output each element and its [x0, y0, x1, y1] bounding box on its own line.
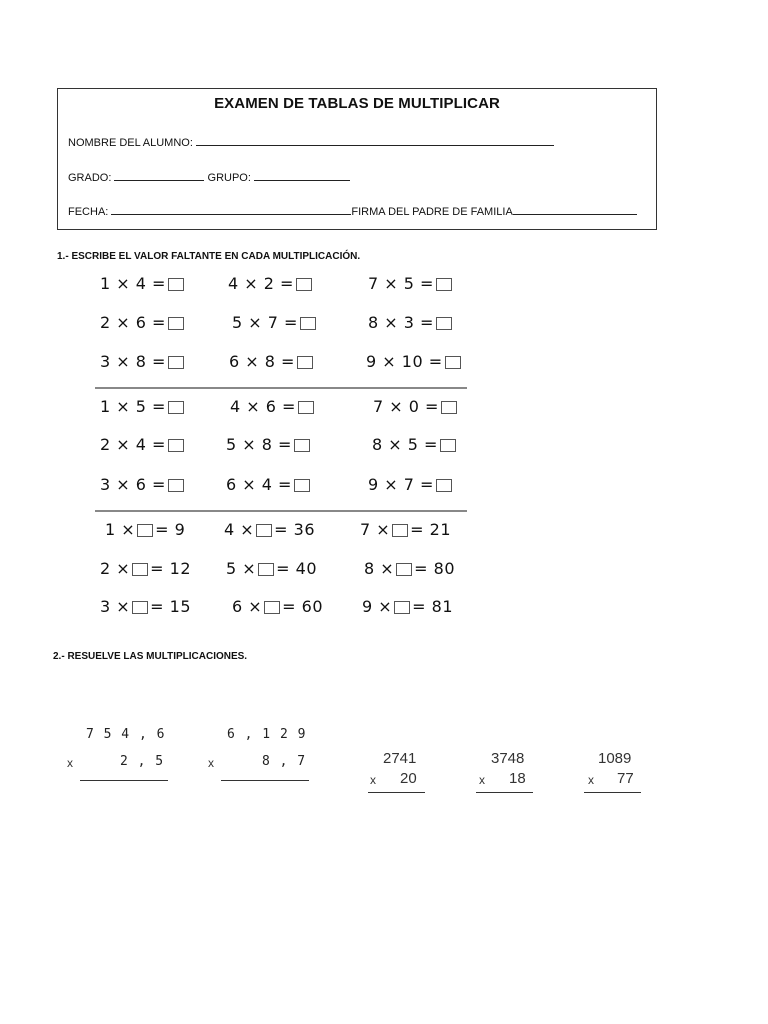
equation-item: 2 × 4 = — [100, 436, 186, 454]
equation-item: 4 × 6 = — [230, 398, 316, 416]
answer-box[interactable] — [168, 479, 184, 492]
answer-box[interactable] — [294, 479, 310, 492]
date-field[interactable] — [111, 205, 351, 215]
equation-item: 6 × 4 = — [226, 476, 312, 494]
exam-header-box — [57, 88, 657, 230]
answer-box[interactable] — [296, 278, 312, 291]
answer-box[interactable] — [168, 317, 184, 330]
problem-2-top: 6 , 1 2 9 — [227, 727, 307, 742]
section-2-title: 2.- RESUELVE LAS MULTIPLICACIONES. — [53, 651, 248, 662]
problem-5-bottom: 77 — [617, 770, 634, 787]
student-name-row — [68, 136, 554, 149]
problem-1-bottom: 2 , 5 — [120, 754, 165, 769]
problem-5-rule — [584, 792, 641, 793]
problem-2-bottom: 8 , 7 — [262, 754, 307, 769]
answer-box[interactable] — [436, 278, 452, 291]
equation-item: 8 × 3 = — [368, 314, 454, 332]
equation-item: 5 × 7 = — [232, 314, 318, 332]
equation-item: 9 × = 81 — [362, 597, 454, 616]
answer-box[interactable] — [394, 601, 410, 614]
problem-4-rule — [476, 792, 533, 793]
problem-4-operator: x — [479, 773, 485, 787]
signature-field[interactable] — [513, 205, 637, 215]
problem-5-top: 1089 — [598, 750, 632, 767]
equation-item: 8 × 5 = — [372, 436, 458, 454]
grade-label: GRADO: — [68, 172, 112, 184]
equation-item: 4 × = 36 — [224, 520, 316, 539]
equation-item: 1 × 5 = — [100, 398, 186, 416]
answer-box[interactable] — [294, 439, 310, 452]
answer-box[interactable] — [436, 479, 452, 492]
group-field[interactable] — [254, 171, 350, 181]
answer-box[interactable] — [298, 401, 314, 414]
answer-box[interactable] — [137, 524, 153, 537]
equation-item: 8 × = 80 — [364, 559, 456, 578]
problem-1-rule — [80, 780, 168, 781]
answer-box[interactable] — [168, 439, 184, 452]
equation-item: 7 × 5 = — [368, 275, 454, 293]
grade-field[interactable] — [114, 171, 204, 181]
answer-box[interactable] — [445, 356, 461, 369]
answer-box[interactable] — [132, 601, 148, 614]
group-label: GRUPO: — [207, 172, 251, 184]
equation-item: 6 × = 60 — [232, 597, 324, 616]
equation-item: 4 × 2 = — [228, 275, 314, 293]
block-divider — [95, 510, 467, 512]
exam-title: EXAMEN DE TABLAS DE MULTIPLICAR — [214, 95, 500, 112]
problem-2-operator: x — [208, 756, 214, 770]
problem-3-operator: x — [370, 773, 376, 787]
answer-box[interactable] — [132, 563, 148, 576]
equation-item: 1 × = 9 — [105, 520, 186, 539]
answer-box[interactable] — [168, 356, 184, 369]
answer-box[interactable] — [168, 401, 184, 414]
problem-4-bottom: 18 — [509, 770, 526, 787]
equation-item: 3 × = 15 — [100, 597, 192, 616]
student-name-field[interactable] — [196, 136, 554, 146]
answer-box[interactable] — [258, 563, 274, 576]
equation-item: 3 × 6 = — [100, 476, 186, 494]
date-signature-row — [68, 205, 637, 218]
block-divider — [95, 387, 467, 389]
equation-item: 3 × 8 = — [100, 353, 186, 371]
equation-item: 5 × 8 = — [226, 436, 312, 454]
grade-group-row — [68, 171, 350, 184]
equation-item: 1 × 4 = — [100, 275, 186, 293]
problem-5-operator: x — [588, 773, 594, 787]
problem-1-top: 7 5 4 , 6 — [86, 727, 166, 742]
answer-box[interactable] — [396, 563, 412, 576]
problem-3-top: 2741 — [383, 750, 417, 767]
equation-item: 2 × = 12 — [100, 559, 192, 578]
answer-box[interactable] — [440, 439, 456, 452]
equation-item: 6 × 8 = — [229, 353, 315, 371]
equation-item: 9 × 10 = — [366, 353, 463, 371]
section-1-title: 1.- ESCRIBE EL VALOR FALTANTE EN CADA MULTIPLICACIÓN. — [57, 251, 361, 262]
answer-box[interactable] — [264, 601, 280, 614]
signature-label: FIRMA DEL PADRE DE FAMILIA — [351, 206, 513, 218]
answer-box[interactable] — [392, 524, 408, 537]
answer-box[interactable] — [256, 524, 272, 537]
date-label: FECHA: — [68, 206, 109, 218]
student-name-label: NOMBRE DEL ALUMNO: — [68, 137, 193, 149]
problem-1-operator: x — [67, 756, 73, 770]
answer-box[interactable] — [297, 356, 313, 369]
equation-item: 7 × = 21 — [360, 520, 452, 539]
equation-item: 9 × 7 = — [368, 476, 454, 494]
problem-2-rule — [221, 780, 309, 781]
equation-item: 2 × 6 = — [100, 314, 186, 332]
equation-item: 7 × 0 = — [373, 398, 459, 416]
problem-3-rule — [368, 792, 425, 793]
answer-box[interactable] — [441, 401, 457, 414]
equation-item: 5 × = 40 — [226, 559, 318, 578]
answer-box[interactable] — [168, 278, 184, 291]
answer-box[interactable] — [300, 317, 316, 330]
problem-4-top: 3748 — [491, 750, 525, 767]
answer-box[interactable] — [436, 317, 452, 330]
problem-3-bottom: 20 — [400, 770, 417, 787]
